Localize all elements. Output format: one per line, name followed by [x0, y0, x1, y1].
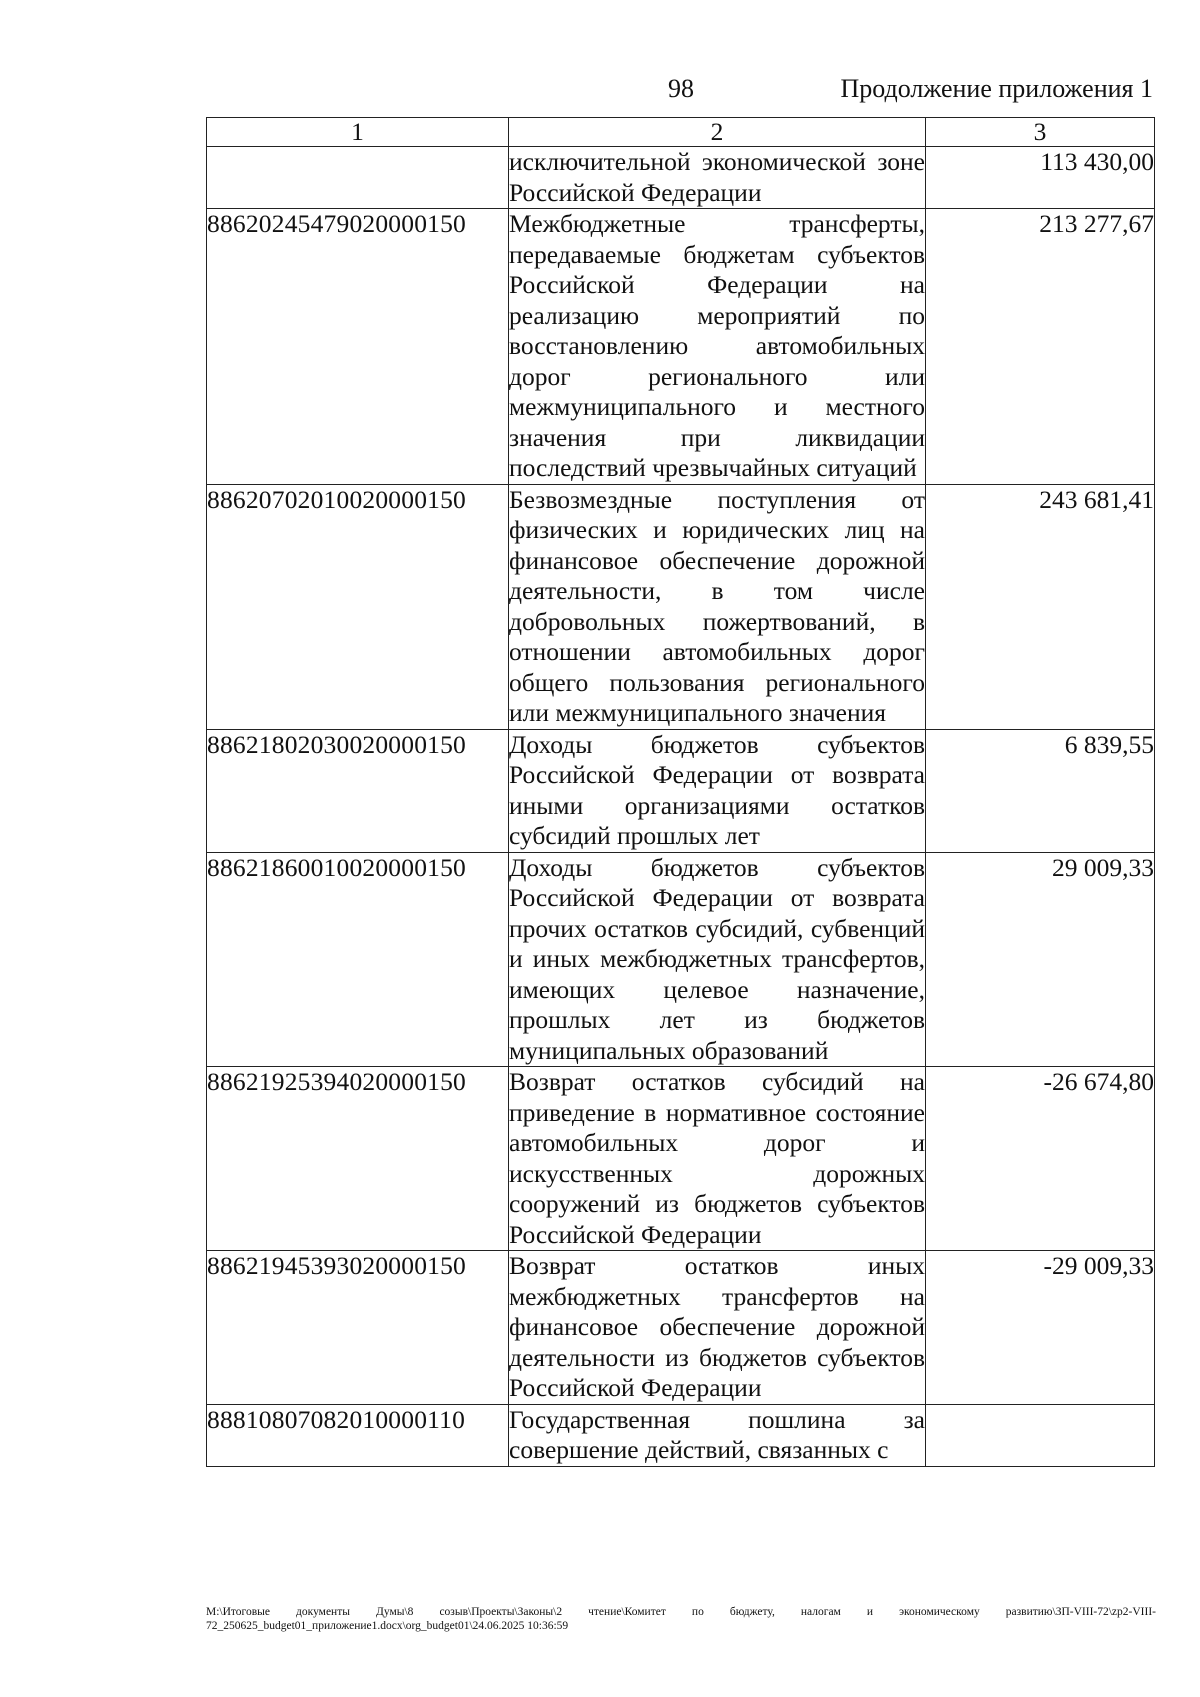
amount — [926, 1404, 1155, 1466]
table-row — [207, 1067, 1155, 1251]
budget-code: 88810807082010000110 — [207, 1404, 509, 1466]
document-file-path: M:\Итоговые документы Думы\8 созыв\Проекты\Законы\2 чтение\Комитет по бюджету, налогам и экономическому развитию\ЗП-VIII-72\zp2-VIII-72_250625_budget01_приложение1.docx\org_budget01\24.06.2025 10:36:59 — [206, 1606, 1156, 1632]
amount: -26 674,80 — [926, 1067, 1155, 1251]
amount: -29 009,33 — [926, 1251, 1155, 1405]
amount: 243 681,41 — [926, 484, 1155, 729]
income-description: Безвозмездные поступления от физических и юридических лиц на финансовое обеспечение дорожной деятельности, в том числе добровольных пожертвований, в отношении автомобильных дорог общего пользования регионального или межмуниципального значения — [509, 484, 925, 727]
income-description: Возврат остатков субсидий на приведение в нормативное состояние автомобильных дорог и искусственных дорожных сооружений из бюджетов субъектов Российской Федерации — [509, 1067, 925, 1249]
amount: 113 430,00 — [926, 147, 1155, 209]
column-header-3: 3 — [926, 118, 1155, 147]
table-row — [207, 852, 1155, 1067]
table-row — [207, 147, 1155, 209]
budget-code: 88621802030020000150 — [207, 729, 509, 852]
column-header-1: 1 — [207, 118, 509, 147]
column-number-row — [207, 118, 1155, 147]
continuation-heading: Продолжение приложения 1 — [840, 74, 1153, 103]
income-description: Возврат остатков иных межбюджетных трансфертов на финансовое обеспечение дорожной деятельности из бюджетов субъектов Российской Федерации — [509, 1251, 925, 1402]
amount: 213 277,67 — [926, 209, 1155, 485]
budget-code: 88620245479020000150 — [207, 209, 509, 485]
budget-code: 88621860010020000150 — [207, 852, 509, 1067]
table-row — [207, 484, 1155, 729]
budget-code: 88621945393020000150 — [207, 1251, 509, 1405]
page-number: 98 — [668, 74, 694, 103]
income-description: Доходы бюджетов субъектов Российской Федерации от возврата иными организациями остатков субсидий прошлых лет — [509, 729, 925, 850]
amount: 29 009,33 — [926, 852, 1155, 1067]
budget-code: 88620702010020000150 — [207, 484, 509, 729]
income-description: исключительной экономической зоне Российской Федерации — [509, 147, 925, 207]
budget-code — [207, 147, 509, 209]
income-description: Доходы бюджетов субъектов Российской Федерации от возврата прочих остатков субсидий, субвенций и иных межбюджетных трансфертов, имеющих целевое назначение, прошлых лет из бюджетов муниципальных образований — [509, 852, 925, 1065]
table-row — [207, 1251, 1155, 1405]
budget-table — [206, 117, 1155, 1467]
column-header-2: 2 — [509, 118, 926, 147]
budget-code: 88621925394020000150 — [207, 1067, 509, 1251]
income-description: Государственная пошлина за совершение действий, связанных с — [509, 1404, 925, 1464]
table-row — [207, 1404, 1155, 1466]
income-description: Межбюджетные трансферты, передаваемые бюджетам субъектов Российской Федерации на реализацию мероприятий по восстановлению автомобильных дорог регионального или межмуниципального и местного значения при ликвидации последствий чрезвычайных ситуаций — [509, 209, 925, 482]
amount: 6 839,55 — [926, 729, 1155, 852]
table-row — [207, 209, 1155, 485]
table-row — [207, 729, 1155, 852]
